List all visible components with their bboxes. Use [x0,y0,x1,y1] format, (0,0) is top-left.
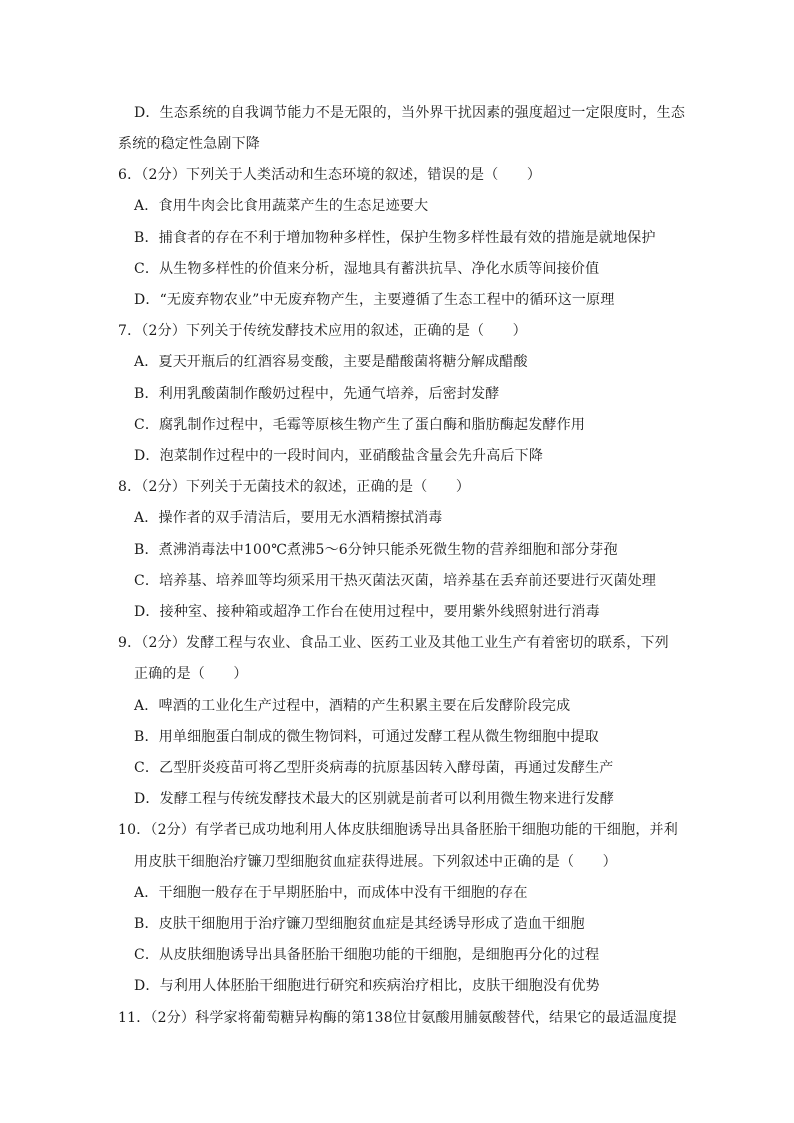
option-a: A．啤酒的工业化生产过程中，酒精的产生积累主要在后发酵阶段完成 [134,698,571,714]
option-b: B．捕食者的存在不利于增加物种多样性，保护生物多样性最有效的措施是就地保护 [134,230,656,246]
option-b: B．用单细胞蛋白制成的微生物饲料，可通过发酵工程从微生物细胞中提取 [134,729,599,745]
option-c: C．培养基、培养皿等均须采用干热灭菌法灭菌，培养基在丢弃前还要进行灭菌处理 [134,573,657,589]
question-stem: 11．（2分）科学家将葡萄糖异构酶的第138位甘氨酸用脯氨酸替代，结果它的最适温度提 [118,1010,677,1026]
option-b: B．皮肤干细胞用于治疗镰刀型细胞贫血症是其经诱导形成了造血干细胞 [134,916,585,932]
option-b: B．煮沸消毒法中100℃煮沸5～6分钟只能杀死微生物的营养细胞和部分芽孢 [134,542,618,558]
option-line: D．生态系统的自我调节能力不是无限的，当外界干扰因素的强度超过一定限度时，生态 [134,105,686,121]
option-d: D．接种室、接种箱或超净工作台在使用过程中，要用紫外线照射进行消毒 [134,604,600,620]
option-c: C．从皮肤细胞诱导出具备胚胎干细胞功能的干细胞，是细胞再分化的过程 [134,947,600,963]
question-stem-continuation: 正确的是（ ） [134,666,248,682]
option-d: D．发酵工程与传统发酵技术最大的区别就是前者可以利用微生物来进行发酵 [134,791,615,807]
question-stem: 7．（2分）下列关于传统发酵技术应用的叙述，正确的是（ ） [118,323,527,339]
option-d: D．“无废弃物农业”中无废弃物产生，主要遵循了生态工程中的循环这一原理 [134,292,615,308]
option-c: C．乙型肝炎疫苗可将乙型肝炎病毒的抗原基因转入酵母菌，再通过发酵生产 [134,760,614,776]
option-d: D．泡菜制作过程中的一段时间内，亚硝酸盐含量会先升高后下降 [134,448,544,464]
option-d: D．与利用人体胚胎干细胞进行研究和疾病治疗相比，皮肤干细胞没有优势 [134,978,600,994]
option-b: B．利用乳酸菌制作酸奶过程中，先通气培养，后密封发酵 [134,386,500,402]
option-a: A．操作者的双手清洁后，要用无水酒精擦拭消毒 [134,510,443,526]
question-stem: 6．（2分）下列关于人类活动和生态环境的叙述，错误的是（ ） [118,167,542,183]
option-continuation: 系统的稳定性急剧下降 [118,136,260,152]
option-a: A．夏天开瓶后的红酒容易变酸，主要是醋酸菌将糖分解成醋酸 [134,354,528,370]
option-a: A．食用牛肉会比食用蔬菜产生的生态足迹要大 [134,198,429,214]
option-c: C．从生物多样性的价值来分析，湿地具有蓄洪抗旱、净化水质等间接价值 [134,261,600,277]
option-a: A．干细胞一般存在于早期胚胎中，而成体中没有干细胞的存在 [134,885,528,901]
question-stem: 9．（2分）发酵工程与农业、食品工业、医药工业及其他工业生产有着密切的联系，下列 [118,635,669,651]
question-stem: 10．（2分）有学者已成功地利用人体皮肤细胞诱导出具备胚胎干细胞功能的干细胞，并利 [118,822,678,838]
question-stem: 8．（2分）下列关于无菌技术的叙述，正确的是（ ） [118,479,471,495]
question-stem-continuation: 用皮肤干细胞治疗镰刀型细胞贫血症获得进展。下列叙述中正确的是（ ） [134,854,617,870]
option-c: C．腐乳制作过程中，毛霉等原核生物产生了蛋白酶和脂肪酶起发酵作用 [134,417,586,433]
